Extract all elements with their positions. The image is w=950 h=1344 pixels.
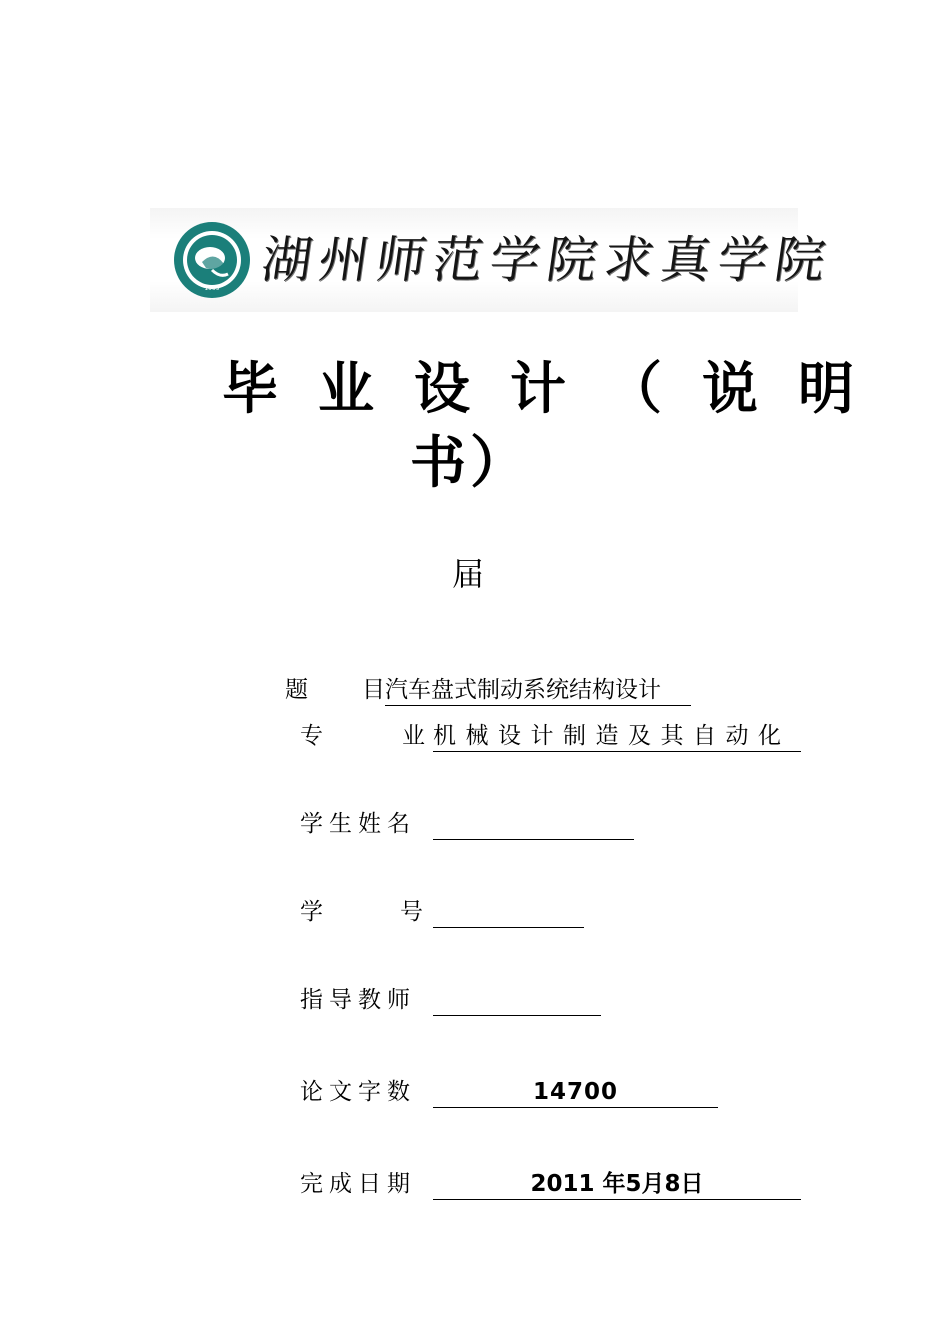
student-id-label-2: 号 [400, 899, 423, 925]
college-seal-logo [172, 220, 252, 300]
cover-title-line-2: 书） [410, 431, 530, 496]
student-id-field [433, 896, 584, 928]
major-value: 机械设计制造及其自动化 [433, 720, 801, 752]
major-row [0, 720, 950, 754]
completion-date-label: 完成日期 [300, 1171, 416, 1197]
session-label: 届 [452, 555, 485, 593]
topic-label-2: 目 [362, 677, 385, 703]
completion-date-value: 2011 年5月8日 [433, 1168, 801, 1200]
advisor-label: 指导教师 [300, 987, 416, 1013]
advisor-row [0, 984, 950, 1018]
topic-row [0, 674, 950, 708]
cover-title-line-1: 毕业设计（说明 [222, 357, 894, 422]
college-name: 湖州师范学院求真学院 [257, 231, 837, 289]
word-count-row [0, 1076, 950, 1110]
student-name-label: 学生姓名 [300, 811, 416, 837]
student-name-row [0, 808, 950, 842]
word-count-label: 论文字数 [300, 1079, 416, 1105]
topic-value: 汽车盘式制动系统结构设计 [385, 674, 691, 706]
word-count-value: 14700 [433, 1076, 718, 1108]
student-id-label-1: 学 [300, 899, 323, 925]
seal-year: 1999 [204, 285, 220, 292]
topic-label-1: 题 [285, 677, 308, 703]
completion-date-row [0, 1168, 950, 1202]
advisor-field [433, 984, 601, 1016]
major-label-2: 业 [402, 723, 425, 749]
student-id-row [0, 896, 950, 930]
student-name-field [433, 808, 634, 840]
major-label-1: 专 [300, 723, 323, 749]
